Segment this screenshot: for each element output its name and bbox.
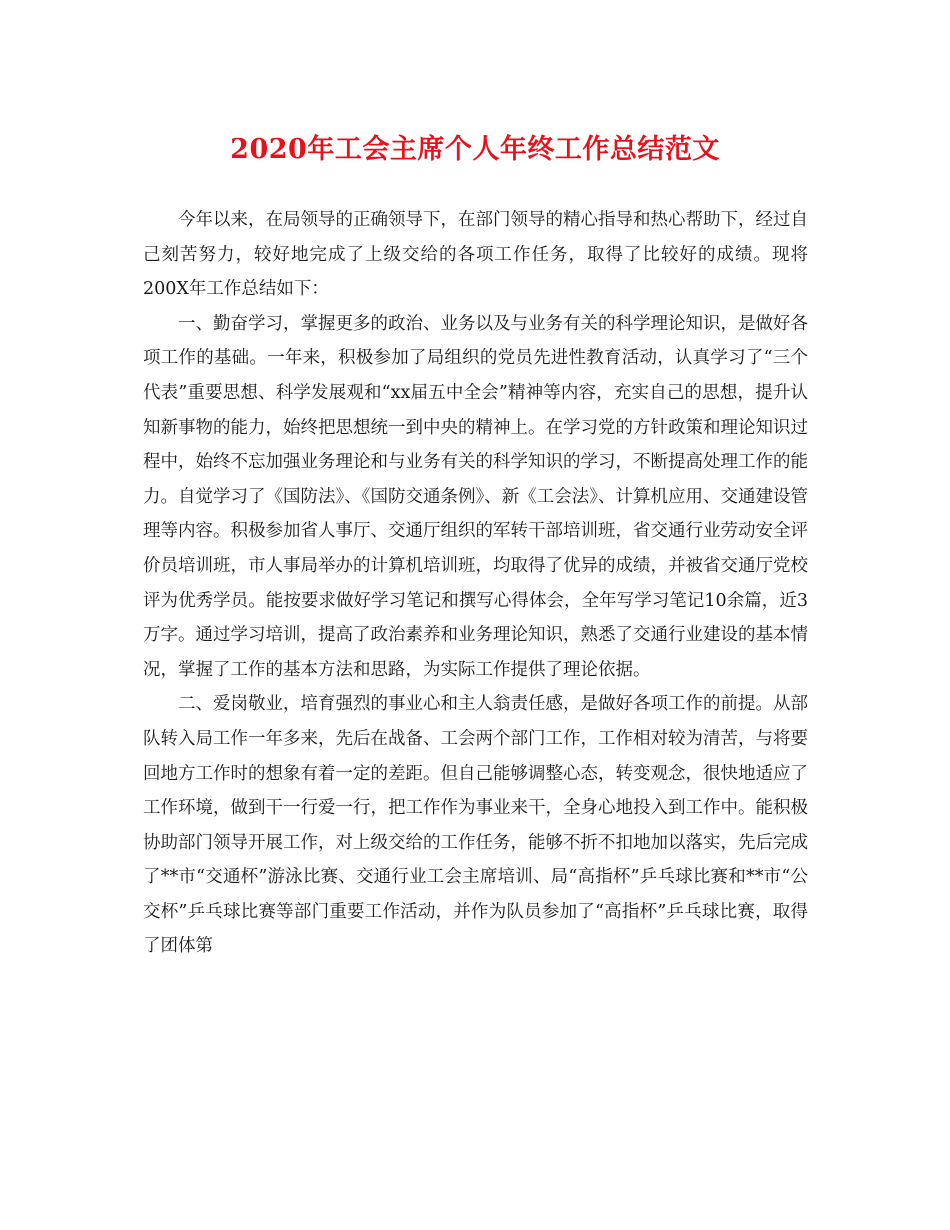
document-title: 2020年工会主席个人年终工作总结范文: [230, 134, 720, 165]
document-body: [143, 203, 808, 964]
paragraph-section-two: 二、爱岗敬业，培育强烈的事业心和主人翁责任感，是做好各项工作的前提。从部队转入局工作一年多来，先后在战备、工会两个部门工作，工作相对较为清苦，与将要回地方工作时的想象有着一定的差距。但自己能够调整心态，转变观念，很快地适应了工作环境，做到干一行爱一行，把工作作为事业来干，全身心地投入到工作中。能积极协助部门领导开展工作，对上级交给的工作任务，能够不折不扣地加以落实，先后完成了**市“交通杯”游泳比赛、交通行业工会主席培训、局“高指杯”乒乓球比赛和**市“公交杯”乒乓球比赛等部门重要工作活动，并作为队员参加了“高指杯”乒乓球比赛，取得了团体第: [143, 694, 808, 957]
paragraph-intro: 今年以来，在局领导的正确领导下，在部门领导的精心指导和热心帮助下，经过自己刻苦努力，较好地完成了上级交给的各项工作任务，取得了比较好的成绩。现将200X年工作总结如下：: [143, 210, 808, 300]
paragraph-section-one: 一、勤奋学习，掌握更多的政治、业务以及与业务有关的科学理论知识，是做好各项工作的基础。一年来，积极参加了局组织的党员先进性教育活动，认真学习了“三个代表”重要思想、科学发展观和“xx届五中全会”精神等内容，充实自己的思想，提升认知新事物的能力，始终把思想统一到中央的精神上。在学习党的方针政策和理论知识过程中，始终不忘加强业务理论和与业务有关的科学知识的学习，不断提高处理工作的能力。自觉学习了《国防法》、《国防交通条例》、新《工会法》、计算机应用、交通建设管理等内容。积极参加省人事厅、交通厅组织的军转干部培训班，省交通行业劳动安全评价员培训班，市人事局举办的计算机培训班，均取得了优异的成绩，并被省交通厅党校评为优秀学员。能按要求做好学习笔记和撰写心得体会，全年写学习笔记10余篇，近3万字。通过学习培训，提高了政治素养和业务理论知识，熟悉了交通行业建设的基本情况，掌握了工作的基本方法和思路，为实际工作提供了理论依据。: [143, 313, 808, 680]
